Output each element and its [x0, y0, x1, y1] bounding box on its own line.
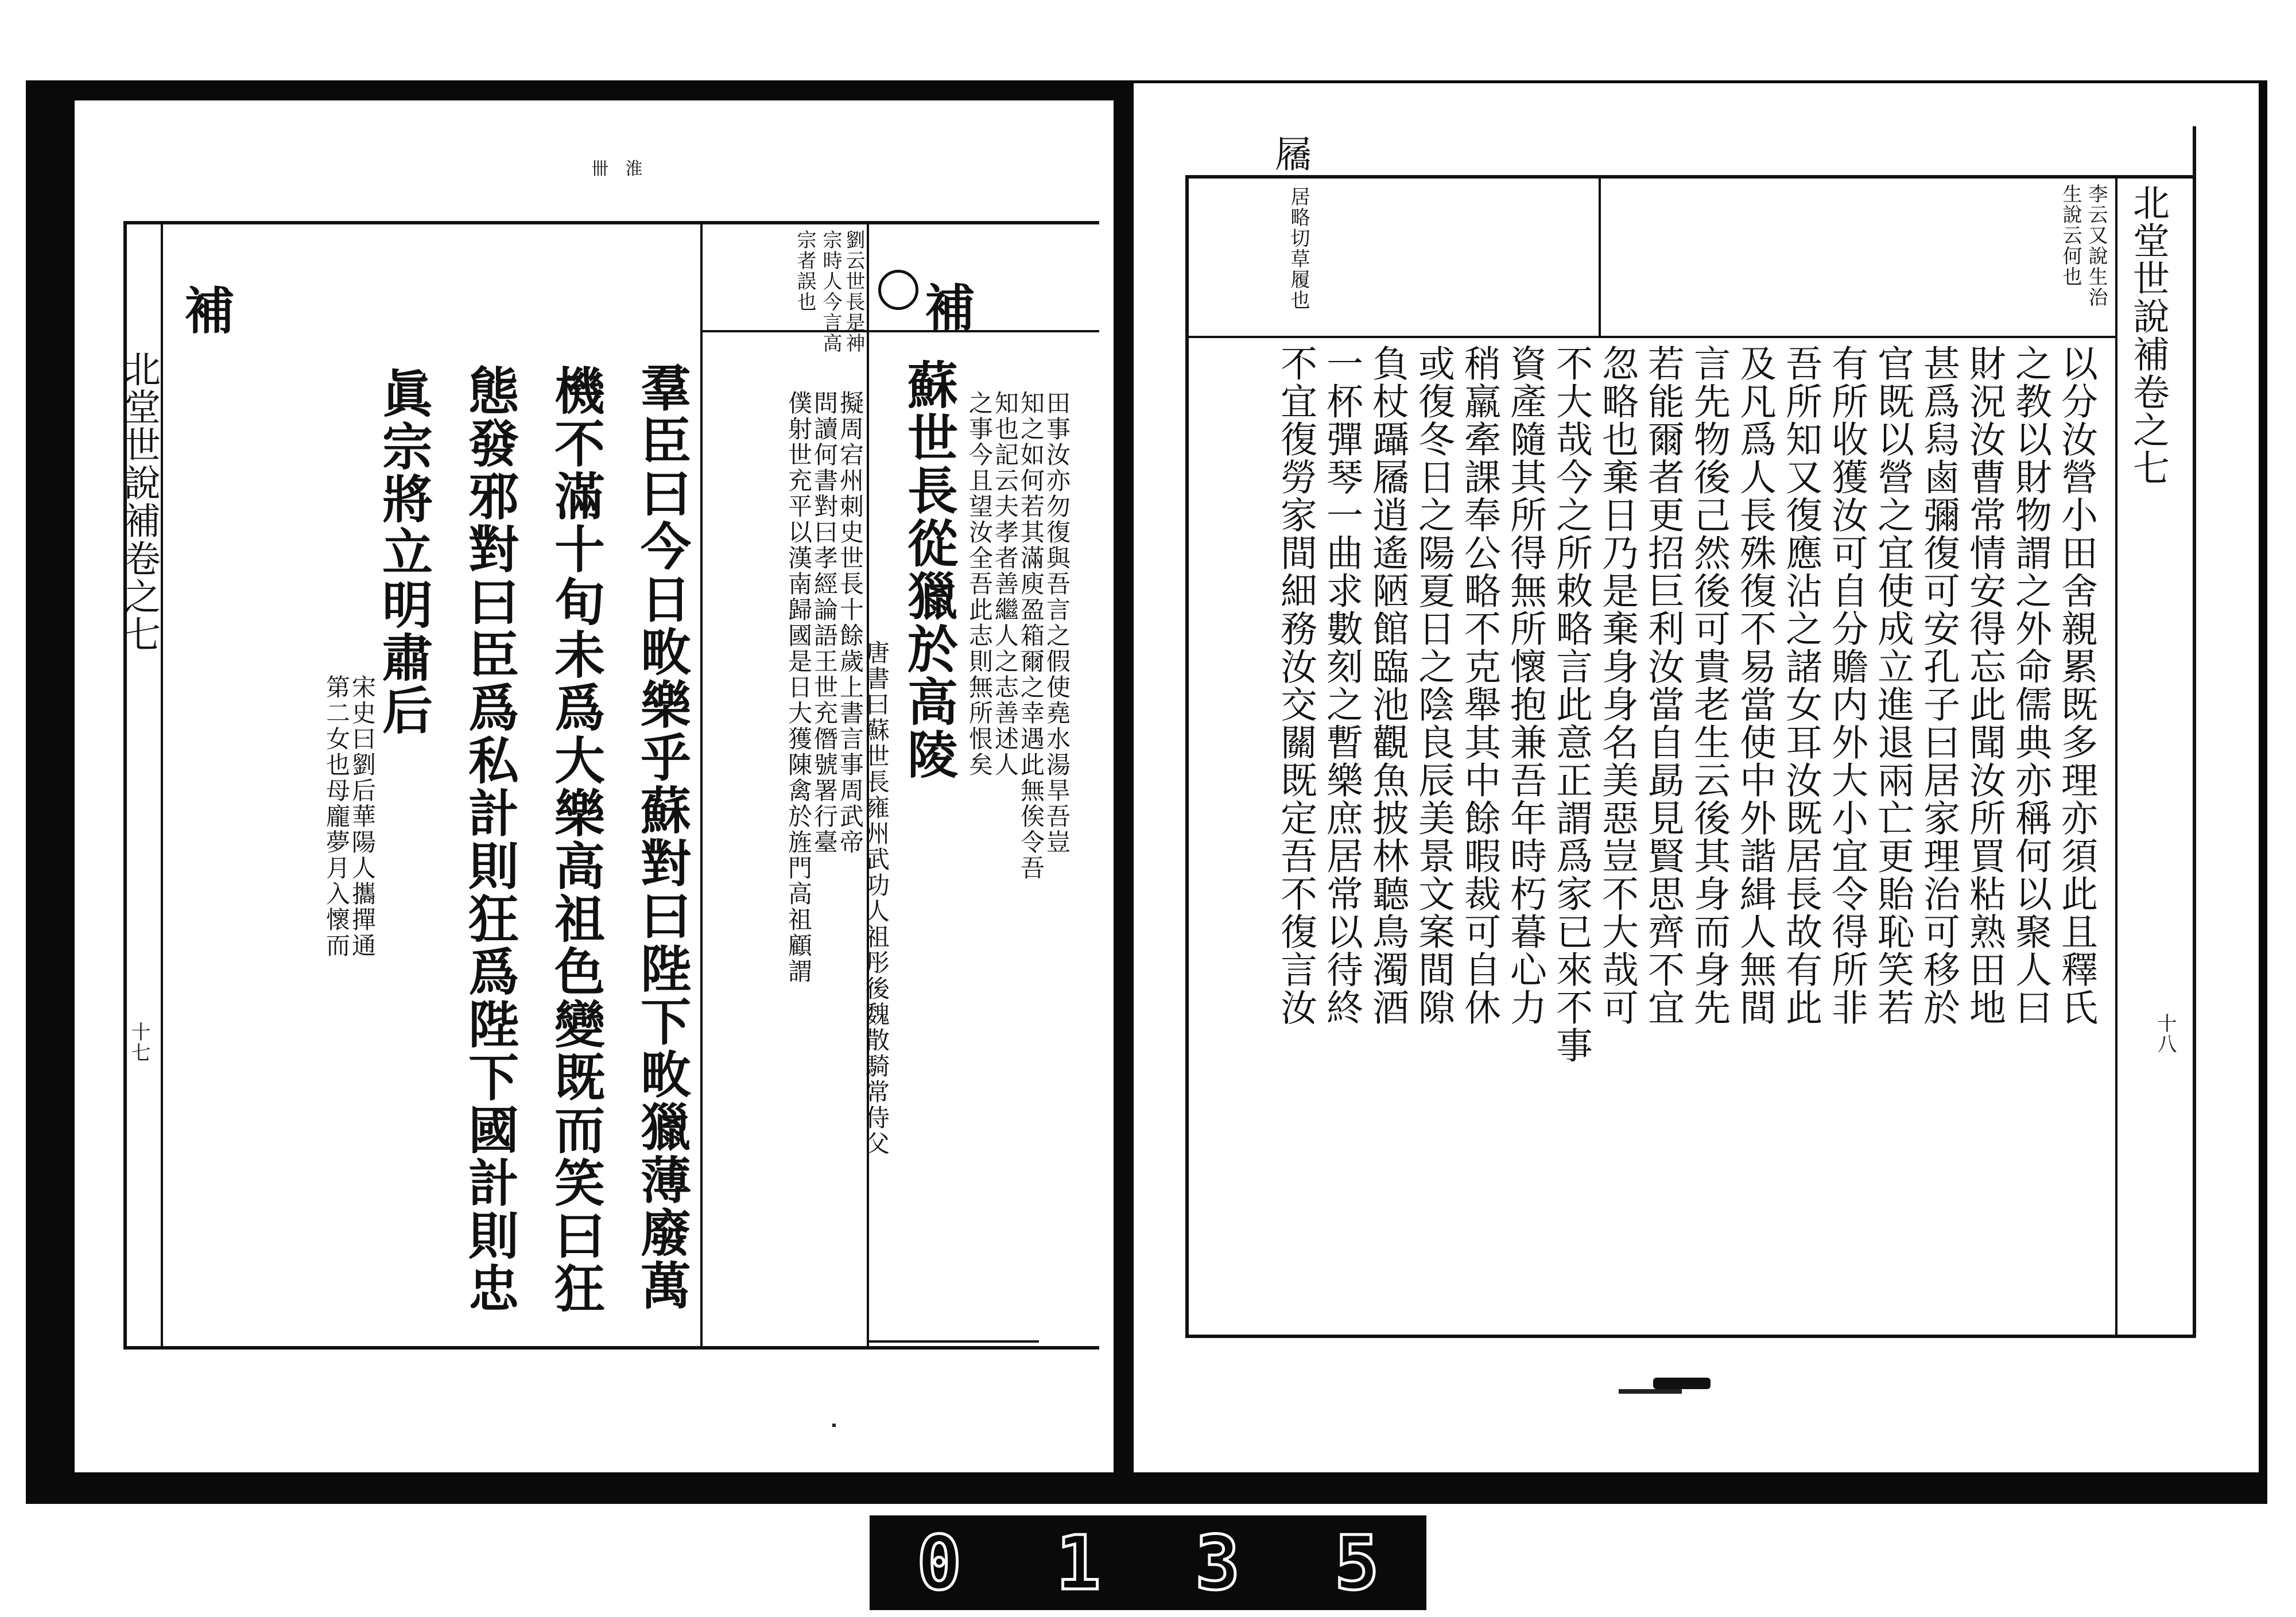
header-note-right: 李云又說生治: [2085, 184, 2108, 308]
fold-title: 北堂世說補卷之七: [118, 350, 160, 653]
left-header-divider: [700, 330, 1099, 332]
text-column: 態發邪對曰臣爲私計則狂爲陛下國計則忠: [460, 364, 520, 1315]
text-column: 之教以財物謂之外命儒典亦稱何以聚人曰: [2009, 344, 2051, 1026]
frame-counter-digit: 1: [1056, 1519, 1101, 1607]
text-column: 蘇世長從獵於高陵: [899, 359, 959, 781]
right-border-top: [1185, 175, 2196, 179]
note-column: 田事汝亦勿復與吾言之假使堯水湯旱吾豈: [1043, 390, 1071, 855]
note-column: 唐書曰蘇世長雍州武功人祖彤後魏散騎常侍父: [862, 640, 890, 1157]
frame-counter-digit: 3: [1195, 1519, 1240, 1607]
text-column: 官既以營之宜使成立進退兩亡更貽恥笑若: [1871, 344, 1914, 1026]
note-column: 宋史曰劉后華陽人攜撣通: [348, 674, 377, 959]
note-column: 之事今且望汝全吾此志則無所恨矣: [965, 390, 994, 778]
frame-counter-digit: 0: [917, 1519, 962, 1607]
right-header-divider: [1599, 175, 1601, 336]
text-column: 財況汝曹常情安得忘此聞汝所買粘熟田地: [1963, 344, 2006, 1026]
lower-header-title: 補: [176, 284, 236, 337]
header-title: 補: [917, 281, 976, 334]
text-column: 不大哉今之所敕略言此意正謂爲家已來不事: [1550, 344, 1592, 1064]
note-column: 擬周宕州刺史世長十餘歲上書言事周武帝: [836, 390, 864, 855]
text-column: 忽略也棄日乃是棄身身名美惡豈不大哉可: [1596, 344, 1638, 1026]
text-column: 若能爾者更招巨利汝當自勗見賢思齊不宜: [1642, 344, 1684, 1026]
scan-speck: [1619, 1389, 1682, 1394]
header-note-1: 劉云世長是神: [842, 230, 865, 354]
left-border-top: [123, 221, 1099, 224]
frame-counter-digit: 5: [1334, 1519, 1379, 1607]
text-column: 羣臣曰今日畋樂乎蘇對曰陛下畋獵薄廢萬: [633, 362, 692, 1312]
header-note-3: 宗者誤也: [793, 230, 816, 312]
text-column: 資產隨其所得無所懷抱兼吾年時朽暮心力: [1504, 344, 1546, 1026]
text-column: 機不滿十旬未爲大樂高祖色變既而笑曰狂: [546, 364, 606, 1315]
text-column: 有所收獲汝可自分贍内外大小宜令得所非: [1825, 344, 1868, 1026]
circle-mark: [878, 270, 918, 310]
ink-smudge: [1653, 1378, 1711, 1389]
right-border-bottom: [1185, 1335, 2196, 1338]
right-header-bottom: [1185, 336, 2115, 338]
page-number: 十八: [2154, 1013, 2177, 1054]
note-column: 第二女也母龐夢月入懷而: [323, 674, 351, 959]
top-margin-note: 屩: [1269, 135, 1311, 173]
text-column: 及凡爲人長殊復不易當使中外諧緝人無間: [1733, 344, 1776, 1026]
note-column: 問讀何書對曰孝經論語王世充僭號署行臺: [810, 390, 839, 855]
left-lower-divider: [867, 1340, 1039, 1343]
right-border-right: [2193, 126, 2196, 1337]
note-column: 僕射世充平以漢南歸國是日大獲陳禽於旌門高祖顧謂: [785, 390, 813, 984]
note-column: 知也記云夫孝者善繼人之志善述人: [991, 390, 1019, 778]
right-fold-line: [2115, 175, 2117, 1337]
left-border-bottom: [123, 1346, 1099, 1350]
header-note-left: 居略切草履也: [1287, 187, 1310, 311]
text-column: 以分汝營小田舍親累既多理亦須此且釋氏: [2055, 344, 2097, 1026]
left-divider-1: [700, 221, 703, 1346]
text-column: 負杖躡屩逍遙陋館臨池觀魚披林聽鳥濁酒: [1366, 344, 1409, 1026]
text-column: 甚爲舄鹵彌復可安孔子曰居家理治可移於: [1917, 344, 1960, 1026]
scan-speck: [832, 1424, 836, 1427]
text-column: 吾所知又復應沾之諸女耳汝既居長故有此: [1779, 344, 1822, 1026]
title-column: 北堂世說補卷之七: [2127, 184, 2169, 487]
header-note-right: 生說云何也: [2059, 184, 2082, 287]
right-border-left: [1185, 175, 1189, 1337]
text-column: 言先物後己然後可貴老生云後其身而身先: [1688, 344, 1730, 1026]
frame-counter: [870, 1515, 1426, 1610]
text-column: 不宜復勞家間細務汝交關既定吾不復言汝: [1274, 344, 1317, 1026]
fold-page-number: 十七: [127, 1022, 150, 1063]
text-column: 或復冬日之陽夏日之陰良辰美景文案間隙: [1412, 344, 1455, 1026]
left-fold-line: [161, 221, 163, 1349]
right-page: [1134, 83, 2259, 1472]
text-column: 一杯彈琴一曲求數刻之暫樂庶居常以待終: [1320, 344, 1363, 1026]
text-column: 眞宗將立明肅后: [374, 367, 434, 737]
text-column: 稍羸牽課奉公略不克舉其中餘暇裁可自休: [1458, 344, 1500, 1026]
left-page: [75, 100, 1114, 1472]
top-margin-note: 卌 淮: [591, 159, 649, 179]
note-column: 知之如何若其滿庾盈箱爾之幸遇此無俟令吾: [1017, 390, 1045, 881]
header-note-2: 宗時人今言高: [819, 230, 842, 354]
